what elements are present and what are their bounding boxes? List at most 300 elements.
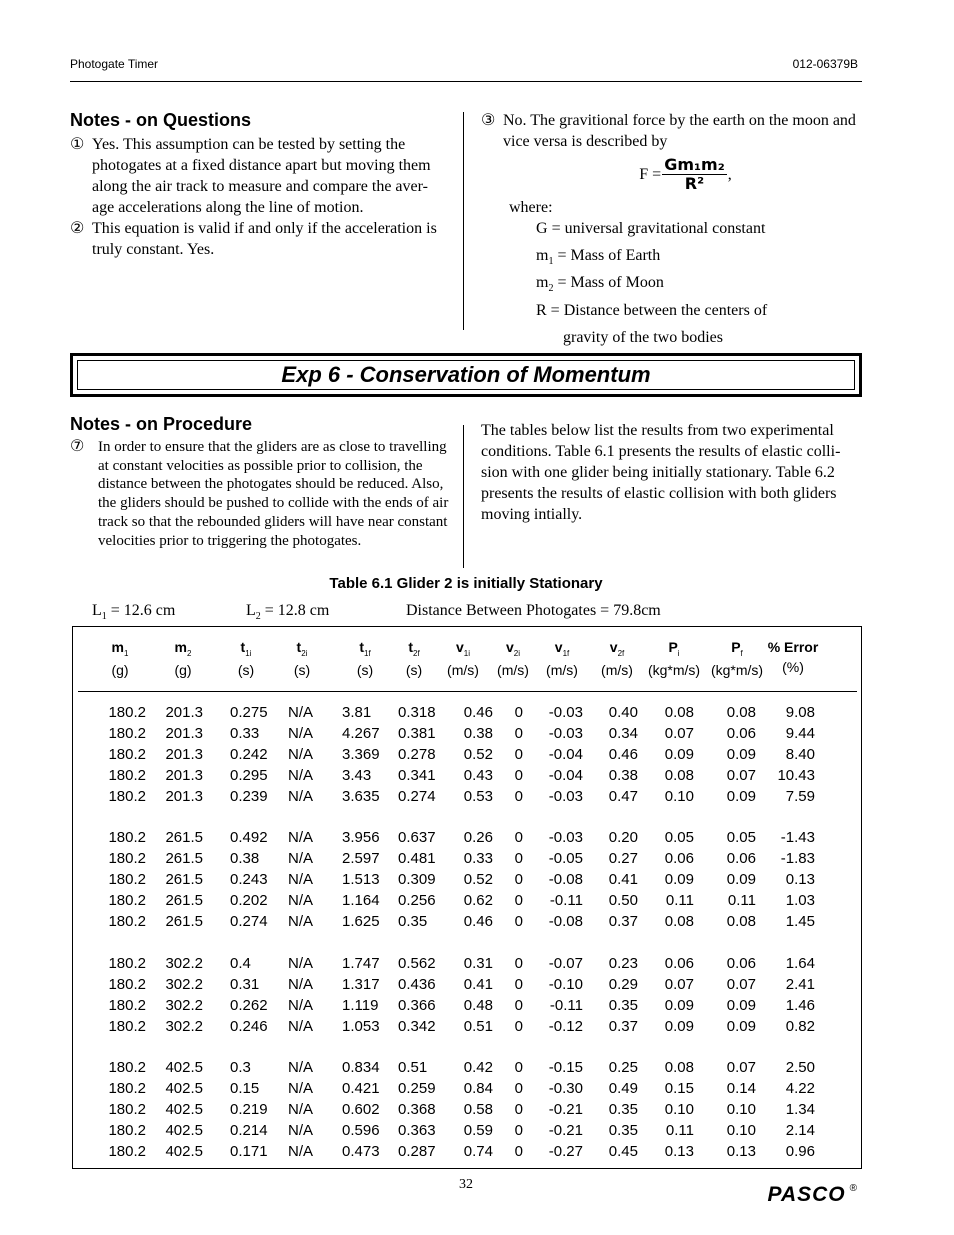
table-cell: 261.5	[165, 871, 203, 889]
table-cell: 0.07	[664, 975, 694, 993]
table-cell: 0.10	[664, 787, 694, 805]
table-cell: 180.2	[108, 1017, 146, 1035]
table-cell: 180.2	[108, 745, 146, 763]
header-rule	[70, 81, 862, 82]
table-cell: 0.49	[608, 1080, 638, 1098]
table-cell: N/A	[288, 704, 314, 721]
table-cell: N/A	[288, 745, 314, 763]
table-cell: 0.06	[726, 850, 756, 868]
table-cell: 180.2	[108, 1059, 146, 1077]
table-cell: 0.46	[608, 745, 638, 763]
table-cell: 0.74	[463, 1142, 493, 1160]
note-text: In order to ensure that the gliders are as close to travelling at constant velocities as possible prior to collision, the distance between the photogates should be reduced. Also, the gliders should be pushed to collide with the ends of air track so that the rebounded gliders will have near constant velocities prior to triggering the photogates.	[98, 439, 449, 549]
table-cell: 0.09	[664, 871, 694, 889]
table-cell: -0.21	[548, 1122, 583, 1139]
procedure-left-column	[70, 414, 452, 550]
table-cell: -1.83	[780, 850, 815, 868]
procedure-note-7	[70, 438, 452, 550]
table-cell: 302.2	[165, 1017, 203, 1035]
table-cell: 201.3	[165, 787, 203, 805]
table-cell: 0.96	[785, 1142, 815, 1160]
table-cell: 0.31	[463, 954, 493, 972]
table-cell: 0.84	[463, 1080, 493, 1098]
table-cell: 8.40	[785, 745, 815, 763]
table-cell: 0.38	[230, 850, 260, 868]
table-cell: 0.31	[230, 975, 260, 993]
table-cell: 180.2	[108, 829, 146, 847]
definition-r: R = Distance between the centers of	[536, 301, 768, 319]
table-cell: 0.07	[726, 1059, 756, 1077]
table-cell: 1.164	[342, 892, 380, 910]
table-cell: 0.09	[664, 745, 694, 763]
table-cell: N/A	[288, 1142, 314, 1160]
table-cell: 4.22	[785, 1080, 815, 1098]
table-cell: 0.13	[726, 1142, 756, 1160]
table-cell: 0.53	[463, 787, 493, 805]
table-cell: -0.04	[548, 766, 583, 784]
table-cell: 0.202	[230, 892, 268, 910]
table-cell: 0	[514, 724, 523, 742]
table-cell: 10.43	[777, 766, 815, 784]
table-cell: 0.46	[463, 913, 493, 930]
table-cell: 2.14	[785, 1122, 815, 1139]
table-cell: 302.2	[165, 954, 203, 972]
column-header: $P_i$ (kg*m/s)	[647, 639, 701, 678]
definition-m1: $m_1$ = Mass of Earth	[536, 247, 661, 268]
questions-right-column	[481, 110, 862, 348]
table-cell: 0.35	[608, 996, 638, 1014]
table-cell: 0.50	[608, 892, 638, 910]
table-cell: 180.2	[108, 724, 146, 742]
table-cell: 0.13	[785, 871, 815, 889]
table-cell: 0	[514, 871, 523, 889]
questions-heading: Notes - on Questions	[70, 110, 252, 130]
table-cell: 0.834	[342, 1059, 380, 1077]
note-text: No. The gravitional force by the earth on the moon and vice versa is described by	[503, 112, 856, 150]
table-cell: 0.08	[664, 766, 694, 784]
table-cell: 0.287	[398, 1142, 436, 1160]
table-cell: 0	[514, 850, 523, 868]
table-cell: 180.2	[108, 1101, 146, 1119]
table-cell: 0.23	[608, 954, 638, 972]
table-cell: 0.46	[463, 704, 493, 721]
table-cell: 180.2	[108, 787, 146, 805]
table-cell: 0.09	[664, 996, 694, 1014]
table-cell: 0.275	[230, 704, 268, 721]
table-cell: 0	[514, 1017, 523, 1035]
formula-fraction	[662, 156, 727, 193]
table-cell: 0.82	[785, 1017, 815, 1035]
table-cell: 0.259	[398, 1080, 436, 1098]
table-cell: 4.267	[342, 724, 380, 742]
table-cell: 0.4	[230, 954, 251, 972]
table-cell: 0.47	[608, 787, 638, 805]
note-number: ②	[70, 220, 85, 237]
table-cell: 0.10	[726, 1101, 756, 1119]
table-cell: 2.597	[342, 850, 380, 868]
table-cell: 180.2	[108, 975, 146, 993]
table-cell: N/A	[288, 1059, 314, 1077]
condition-photogate-distance: Distance Between Photogates = 79.8cm	[406, 602, 661, 619]
table-cell: 0.45	[608, 1142, 638, 1160]
note-number: ③	[481, 112, 496, 129]
table-cell: -0.21	[548, 1101, 583, 1119]
formula-numerator: Gm₁m₂	[664, 155, 725, 174]
note-text: This equation is valid if and only if the acceleration is truly constant. Yes.	[92, 220, 437, 258]
table-cell: 0.33	[230, 724, 260, 742]
table-cell: 0.295	[230, 766, 268, 784]
condition-l2: $L_2 = 12.8$ cm	[246, 602, 330, 623]
table-cell: 0.51	[398, 1059, 428, 1077]
table-cell: 0.436	[398, 975, 436, 993]
table-cell: 0.25	[608, 1059, 638, 1077]
column-header: $v_{1f}$ (m/s)	[546, 639, 578, 678]
table-cell: N/A	[288, 892, 314, 910]
table-cell: 402.5	[165, 1142, 203, 1160]
table-cell: 0.07	[726, 975, 756, 993]
table-cell: 0	[514, 1142, 523, 1160]
table-cell: 0.342	[398, 1017, 436, 1035]
table-cell: 0.10	[664, 1101, 694, 1119]
table-cell: 180.2	[108, 954, 146, 972]
table-cell: 0.35	[398, 913, 428, 930]
table-cell: 0.06	[664, 850, 694, 868]
table-cell: 0.62	[463, 892, 493, 910]
table-cell: -0.04	[548, 745, 583, 763]
table-cell: 0.40	[608, 704, 638, 721]
experiment-banner	[70, 353, 862, 397]
table-cell: 0.08	[664, 1059, 694, 1077]
table-cell: 0.10	[726, 1122, 756, 1139]
table-cell: -0.05	[548, 850, 583, 868]
table-cell: N/A	[288, 724, 314, 742]
table-cell: 0	[514, 829, 523, 847]
question-note-3	[481, 110, 862, 152]
table-cell: 0.366	[398, 996, 436, 1014]
pasco-logo: PASCO ®	[767, 1183, 858, 1206]
table-cell: -0.10	[548, 975, 583, 993]
table-cell: 0.08	[726, 704, 756, 721]
table-cell: -0.03	[548, 829, 583, 847]
experiment-title: Exp 6 - Conservation of Momentum	[281, 362, 651, 387]
formula-denominator: R²	[684, 174, 705, 193]
table-cell: 1.317	[342, 975, 380, 993]
table-cell: 0.256	[398, 892, 436, 910]
table-cell: 0.239	[230, 787, 268, 805]
table-cell: 302.2	[165, 996, 203, 1014]
column-header: $v_{1i}$ (m/s)	[447, 639, 479, 678]
column-header: $v_{2i}$ (m/s)	[497, 639, 529, 678]
table-cell: 0.42	[463, 1059, 493, 1077]
column-divider	[463, 112, 464, 330]
question-note-1	[70, 134, 446, 218]
definition-r-continued: gravity of the two bodies	[563, 328, 723, 346]
table-cell: 3.956	[342, 829, 380, 847]
table-cell: 0.602	[342, 1101, 380, 1119]
table-cell: 0.09	[726, 871, 756, 889]
table-cell: N/A	[288, 1101, 314, 1119]
condition-l1: $L_1 = 12.6$ cm	[92, 602, 176, 623]
table-cell: 0.48	[463, 996, 493, 1014]
table-cell: 0	[514, 766, 523, 784]
table-cell: -0.11	[549, 996, 583, 1014]
table-cell: 0	[514, 704, 523, 721]
table-cell: 201.3	[165, 704, 203, 721]
questions-left-column	[70, 110, 446, 260]
column-header: $m_2$ (g)	[174, 639, 192, 678]
table-cell: -0.30	[548, 1080, 583, 1098]
table-cell: 0.51	[463, 1017, 493, 1035]
table-cell: 3.81	[342, 704, 372, 721]
table-cell: 1.03	[785, 892, 815, 910]
table-cell: 261.5	[165, 892, 203, 910]
column-header: $t_{1i}$ (s)	[237, 639, 255, 678]
table-cell: 180.2	[108, 892, 146, 910]
table-cell: -0.15	[548, 1059, 583, 1077]
table-cell: 0.11	[727, 892, 756, 910]
gravity-formula	[481, 156, 862, 193]
table-cell: 0.278	[398, 745, 436, 763]
table-cell: -0.07	[548, 954, 583, 972]
table-cell: 180.2	[108, 704, 146, 721]
table-cell: 0.473	[342, 1142, 380, 1160]
table-cell: 0.492	[230, 829, 268, 847]
table-cell: 9.44	[785, 724, 815, 742]
table-cell: 0.363	[398, 1122, 436, 1139]
table-cell: 1.119	[342, 996, 379, 1014]
table-cell: 0.37	[608, 1017, 638, 1035]
table-cell: 402.5	[165, 1122, 203, 1139]
table-cell: 0.262	[230, 996, 268, 1014]
table-cell: 261.5	[165, 913, 203, 930]
table-cell: -1.43	[780, 829, 815, 847]
table-cell: 0.27	[608, 850, 638, 868]
table-cell: 0.243	[230, 871, 268, 889]
definition-g: G = universal gravitational constant	[536, 220, 766, 237]
table-cell: 180.2	[108, 850, 146, 868]
table-cell: 0	[514, 1122, 523, 1139]
table-cell: 1.45	[785, 913, 815, 930]
table-cell: 180.2	[108, 996, 146, 1014]
procedure-intro-text: The tables below list the results from two experimental conditions. Table 6.1 presents the results of elastic colli-sion with one glider being initially stationary. Table 6.2 presents the results of elastic collision with both gliders moving intially.	[481, 422, 841, 523]
table-cell: -0.11	[549, 892, 583, 910]
table-cell: 0.09	[726, 1017, 756, 1035]
table-cell: 0.381	[398, 724, 436, 742]
column-divider	[463, 425, 464, 568]
where-label: where:	[509, 199, 553, 216]
table-cell: 0.08	[664, 704, 694, 721]
table-cell: 0.214	[230, 1122, 268, 1139]
table-cell: 0.06	[726, 724, 756, 742]
column-header: $P_f$ (kg*m/s)	[710, 639, 764, 678]
table-cell: 0.06	[726, 954, 756, 972]
table-cell: 0	[514, 913, 523, 930]
table-cell: 1.053	[342, 1017, 380, 1035]
table-cell: 0.274	[398, 787, 436, 805]
table-cell: 0.07	[664, 724, 694, 742]
table-cell: 0.20	[608, 829, 638, 847]
table-cell: N/A	[288, 871, 314, 889]
table-cell: 201.3	[165, 766, 203, 784]
column-header: % Error (%)	[767, 639, 819, 675]
page-number: 32	[459, 1177, 473, 1192]
table-cell: 0.637	[398, 829, 436, 847]
table-cell: 0.596	[342, 1122, 380, 1139]
table-cell: -0.08	[548, 913, 583, 930]
table-cell: 1.625	[342, 913, 380, 930]
table-cell: 0.341	[398, 766, 436, 784]
table-cell: N/A	[288, 975, 314, 993]
table-cell: 0.08	[664, 913, 694, 930]
table-cell: 0.33	[463, 850, 493, 868]
table-cell: -0.03	[548, 724, 583, 742]
table-cell: N/A	[288, 913, 314, 930]
table-cell: 0.11	[665, 892, 694, 910]
table-cell: 402.5	[165, 1080, 203, 1098]
column-header: $t_{2f}$ (s)	[405, 639, 423, 678]
table-cell: 3.369	[342, 745, 380, 763]
table-cell: -0.27	[548, 1142, 583, 1160]
table-cell: 0	[514, 1080, 523, 1098]
table-cell: 0.38	[463, 724, 493, 742]
table-cell: 201.3	[165, 745, 203, 763]
registered-mark: ®	[849, 1183, 858, 1194]
table-cell: 402.5	[165, 1101, 203, 1119]
table-cell: 0	[514, 954, 523, 972]
formula-tail: ,	[727, 165, 732, 183]
table-cell: 0	[514, 975, 523, 993]
table-cell: -0.03	[548, 704, 583, 721]
table-cell: 0.43	[463, 766, 493, 784]
table-cell: N/A	[288, 1122, 314, 1139]
table-cell: 261.5	[165, 850, 203, 868]
table-cell: 180.2	[108, 913, 146, 930]
table-cell: 180.2	[108, 766, 146, 784]
formula-definitions	[536, 218, 862, 348]
table-cell: 0.08	[726, 913, 756, 930]
table-cell: 0.41	[463, 975, 493, 993]
table-cell: 0.421	[342, 1080, 380, 1098]
table-cell: 0.274	[230, 913, 268, 930]
table-cell: -0.08	[548, 871, 583, 889]
note-text: Yes. This assumption can be tested by setting the photogates at a fixed distance apart but moving them along the air track to measure and compare the aver-age accelerations along the line of motion.	[92, 136, 431, 216]
table-cell: 0.52	[463, 871, 493, 889]
formula-lhs: F =	[639, 165, 662, 183]
column-header: $m_1$ (g)	[111, 639, 129, 678]
table-cell: 261.5	[165, 829, 203, 847]
table-cell: 0.309	[398, 871, 436, 889]
table-cell: 0	[514, 745, 523, 763]
table-cell: 1.46	[785, 996, 815, 1014]
table-cell: 0.562	[398, 954, 436, 972]
column-header: $v_{2f}$ (m/s)	[601, 639, 633, 678]
table-cell: 9.08	[785, 704, 815, 721]
table-cell: 1.513	[342, 871, 380, 889]
note-number: ①	[70, 136, 85, 153]
table-cell: 0.07	[726, 766, 756, 784]
table-cell: 0.29	[608, 975, 638, 993]
question-note-2	[70, 218, 446, 260]
table-cell: 0.09	[664, 1017, 694, 1035]
table-cell: 0.26	[463, 829, 493, 847]
table-cell: 3.43	[342, 766, 372, 784]
header-doc-title: Photogate Timer	[70, 57, 159, 71]
table-cell: N/A	[288, 954, 314, 972]
table-cell: N/A	[288, 850, 314, 868]
table-cell: 0.59	[463, 1122, 493, 1139]
table-cell: 0.09	[726, 787, 756, 805]
table-cell: 7.59	[785, 787, 815, 805]
table-cell: 0.11	[665, 1122, 694, 1139]
results-table	[72, 626, 862, 1169]
table-cell: 0.05	[664, 829, 694, 847]
table-cell: 0	[514, 892, 523, 910]
table-cell: 180.2	[108, 1142, 146, 1160]
column-header: $t_{2i}$ (s)	[293, 639, 311, 678]
table-cell: 0	[514, 996, 523, 1014]
table-cell: 0.171	[230, 1142, 268, 1160]
procedure-heading: Notes - on Procedure	[70, 414, 253, 434]
table-cell: 0.368	[398, 1101, 436, 1119]
table-cell: 201.3	[165, 724, 203, 742]
table-cell: 0	[514, 787, 523, 805]
table-cell: 0.242	[230, 745, 268, 763]
table-cell: -0.12	[548, 1017, 583, 1035]
table-cell: N/A	[288, 1017, 314, 1035]
table-cell: 0	[514, 1101, 523, 1119]
table-cell: 0.481	[398, 850, 436, 868]
table-cell: 0.58	[463, 1101, 493, 1119]
table-cell: 0.246	[230, 1017, 268, 1035]
header-part-number: 012-06379B	[792, 57, 858, 71]
table-cell: N/A	[288, 766, 314, 784]
table-cell: 0.09	[726, 745, 756, 763]
table-cell: 0.35	[608, 1101, 638, 1119]
table-cell: 402.5	[165, 1059, 203, 1077]
table-cell: 0.41	[608, 871, 638, 889]
table-cell: N/A	[288, 787, 314, 805]
table-cell: 180.2	[108, 1080, 146, 1098]
table-cell: 0.05	[726, 829, 756, 847]
table-cell: 0.3	[230, 1059, 251, 1077]
column-header: $t_{1f}$ (s)	[356, 639, 374, 678]
table-cell: 0.37	[608, 913, 638, 930]
table-cell: 2.50	[785, 1059, 815, 1077]
table-cell: 0.15	[664, 1080, 694, 1098]
table-cell: N/A	[288, 1080, 314, 1098]
table-cell: 0.52	[463, 745, 493, 763]
table-cell: 0.318	[398, 704, 436, 721]
table-cell: 0.06	[664, 954, 694, 972]
note-number: ⑦	[70, 438, 85, 455]
table-cell: 2.41	[785, 975, 815, 993]
table-cell: 3.635	[342, 787, 380, 805]
table-caption: Table 6.1 Glider 2 is initially Stationary	[329, 575, 603, 592]
table-cell: 0	[514, 1059, 523, 1077]
table-cell: 0.35	[608, 1122, 638, 1139]
table-cell: 180.2	[108, 871, 146, 889]
table-cell: 180.2	[108, 1122, 146, 1139]
table-cell: 0.15	[230, 1080, 260, 1098]
table-cell: 0.14	[726, 1080, 756, 1098]
table-cell: 1.747	[342, 954, 380, 972]
table-cell: 302.2	[165, 975, 203, 993]
table-cell: 0.09	[726, 996, 756, 1014]
table-cell: -0.03	[548, 787, 583, 805]
table-cell: 0.38	[608, 766, 638, 784]
table-cell: 0.13	[664, 1142, 694, 1160]
table-cell: 1.34	[785, 1101, 815, 1119]
